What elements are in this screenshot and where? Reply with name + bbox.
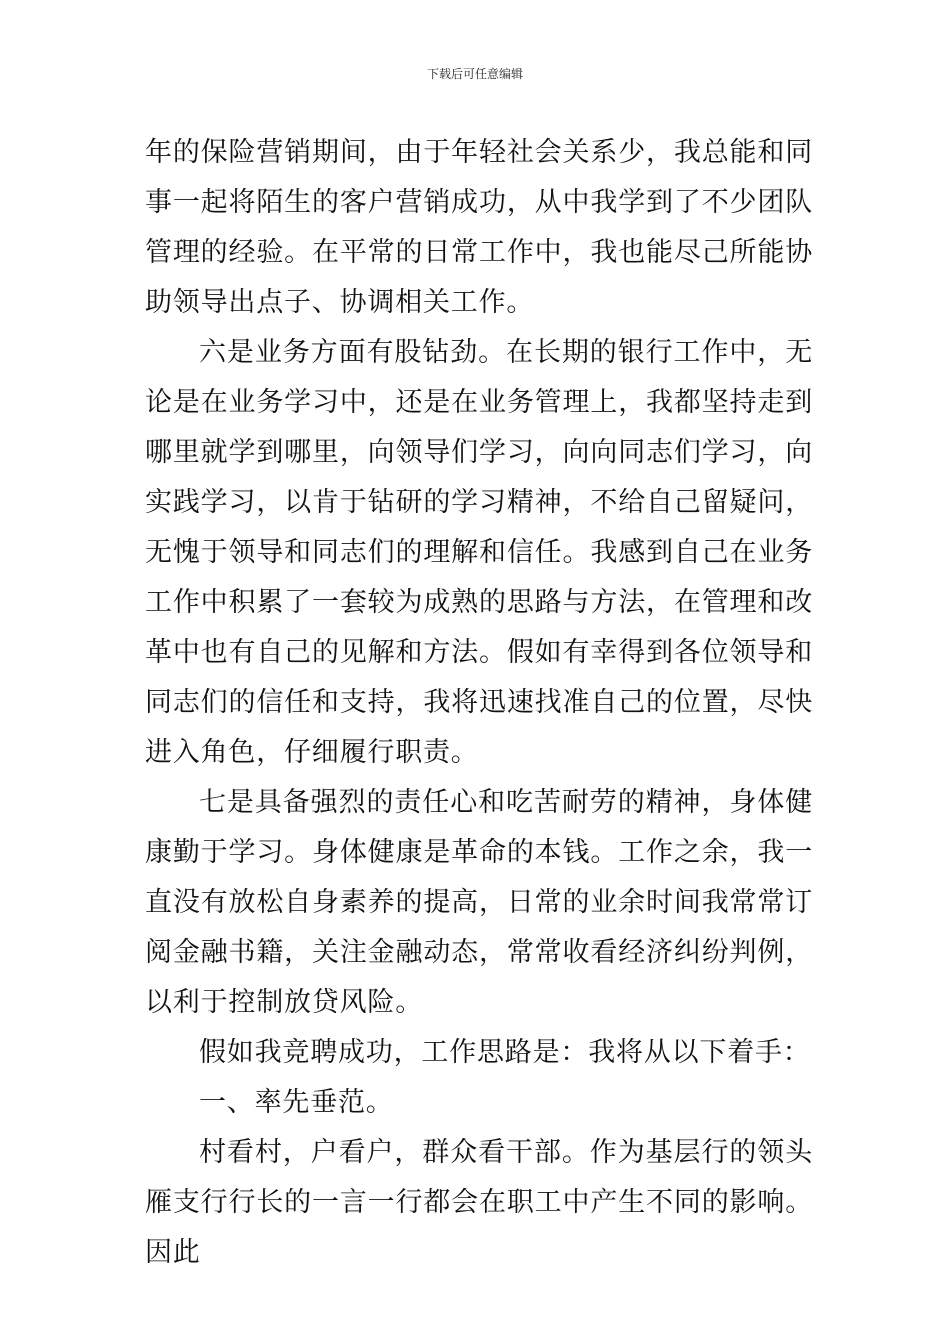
- page-header: 下载后可任意编辑: [426, 67, 523, 81]
- document-body: [145, 128, 813, 1278]
- paragraph-3: 七是具备强烈的责任心和吃苦耐劳的精神，身体健康勤于学习。身体健康是革命的本钱。工作之余，我一直没有放松自身素养的提高，日常的业余时间我常常订阅金融书籍，关注金融动态，常常收看经济纠纷判例，以利于控制放贷风险。: [145, 787, 813, 1018]
- paragraph-4: 假如我竞聘成功，工作思路是：我将从以下着手：: [199, 1037, 811, 1068]
- paragraph-6: 村看村，户看户，群众看干部。作为基层行的领头雁支行行长的一言一行都会在职工中产生不同的影响。因此: [145, 1137, 813, 1268]
- paragraph-5: 一、率先垂范。: [199, 1087, 394, 1118]
- paragraph-1: 年的保险营销期间，由于年轻社会关系少，我总能和同事一起将陌生的客户营销成功，从中我学到了不少团队管理的经验。在平常的日常工作中，我也能尽己所能协助领导出点子、协调相关工作。: [145, 137, 813, 318]
- paragraph-2: 六是业务方面有股钻劲。在长期的银行工作中，无论是在业务学习中，还是在业务管理上，我都坚持走到哪里就学到哪里，向领导们学习，向向同志们学习，向实践学习，以肯于钻研的学习精神，不给自己留疑问，无愧于领导和同志们的理解和信任。我感到自己在业务工作中积累了一套较为成熟的思路与方法，在管理和改革中也有自己的见解和方法。假如有幸得到各位领导和同志们的信任和支持，我将迅速找准自己的位置，尽快进入角色，仔细履行职责。: [145, 337, 813, 768]
